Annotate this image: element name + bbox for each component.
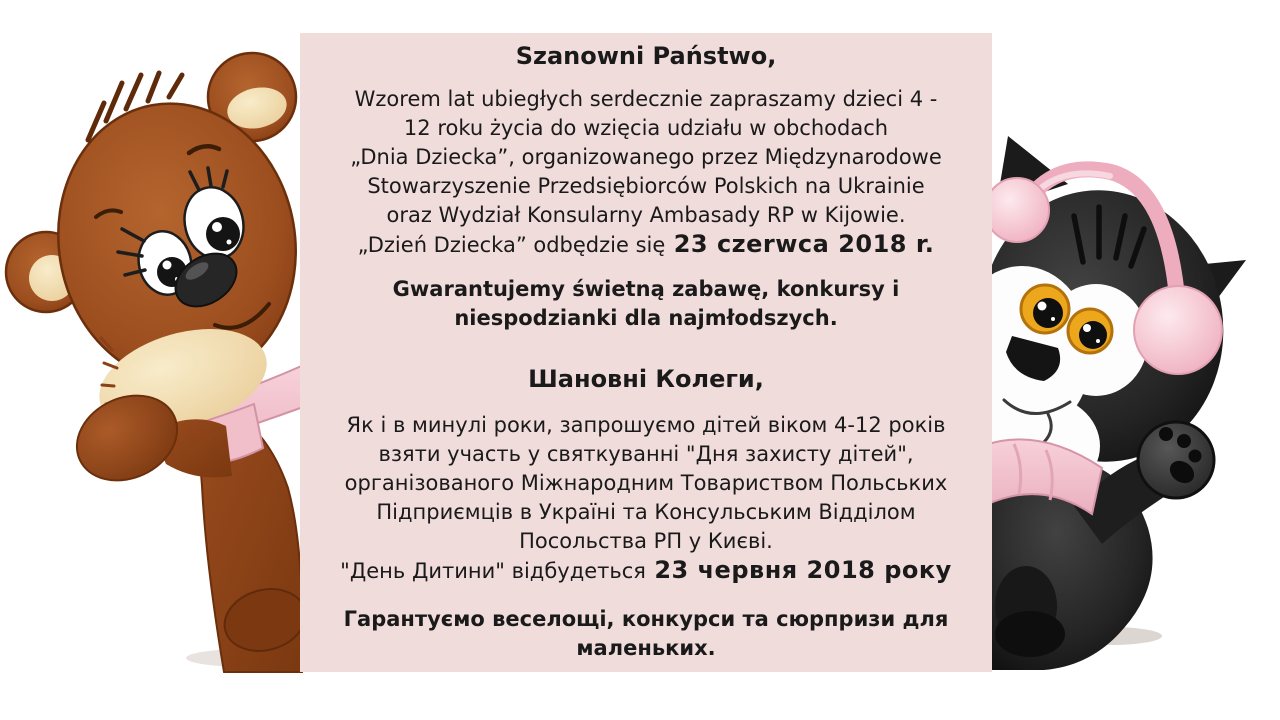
polish-event-date: 23 czerwca 2018 r. [673, 230, 935, 258]
polish-promise-text [314, 275, 978, 333]
text-line: „Dnia Dziecka”, organizowanego przez Międzynarodowe [350, 145, 942, 169]
polish-date-line [314, 230, 978, 260]
invitation-panel [300, 33, 992, 672]
teddy-bear-illustration [0, 0, 320, 720]
ukrainian-date-prefix: "День Дитини" відбудеться [340, 559, 646, 583]
text-line: 12 roku życia do wzięcia udziału w obchodach [403, 116, 889, 140]
ukrainian-body-lines [314, 411, 978, 556]
ukrainian-greeting-heading: Шановні Колеги, [528, 365, 764, 393]
polish-greeting-heading: Szanowni Państwo, [515, 42, 777, 70]
text-line: Підприємців в Україні та Консульським Відділом [376, 500, 916, 524]
text-line: Wzorem lat ubiegłych serdecznie zapraszamy dzieci 4 - [354, 87, 938, 111]
text-line: Гарантуємо веселощі, конкурси та сюрпризи для [343, 607, 949, 631]
text-line: Stowarzyszenie Przedsiębiorców Polskich na Ukrainie [367, 174, 925, 198]
polish-body-lines [314, 85, 978, 230]
text-line: взяти участь у святкуванні "Дня захисту дітей", [378, 442, 914, 466]
text-line: маленьких. [576, 636, 716, 660]
text-line: oraz Wydział Konsularny Ambasady RP w Kijowie. [386, 203, 906, 227]
text-line: організованого Міжнародним Товариством Польських [344, 471, 948, 495]
kitten-right-earmuff [1134, 286, 1222, 374]
polish-date-prefix: „Dzień Dziecka” odbędzie się [357, 233, 666, 257]
kitten-waving-paw [1138, 422, 1214, 498]
ukrainian-event-date: 23 червня 2018 року [654, 556, 952, 584]
kitten-illustration [950, 0, 1280, 720]
ukrainian-promise-text [314, 605, 978, 663]
text-line: Як і в минулі роки, запрошуємо дітей віком 4-12 років [346, 413, 946, 437]
polish-body-paragraph [314, 85, 978, 260]
text-line: Gwarantujemy świetną zabawę, konkursy i [392, 277, 900, 301]
text-line: Посольства РП у Києві. [519, 529, 773, 553]
ukrainian-date-line [314, 556, 978, 586]
text-line: niespodzianki dla najmłodszych. [454, 306, 838, 330]
ukrainian-body-paragraph [314, 411, 978, 586]
